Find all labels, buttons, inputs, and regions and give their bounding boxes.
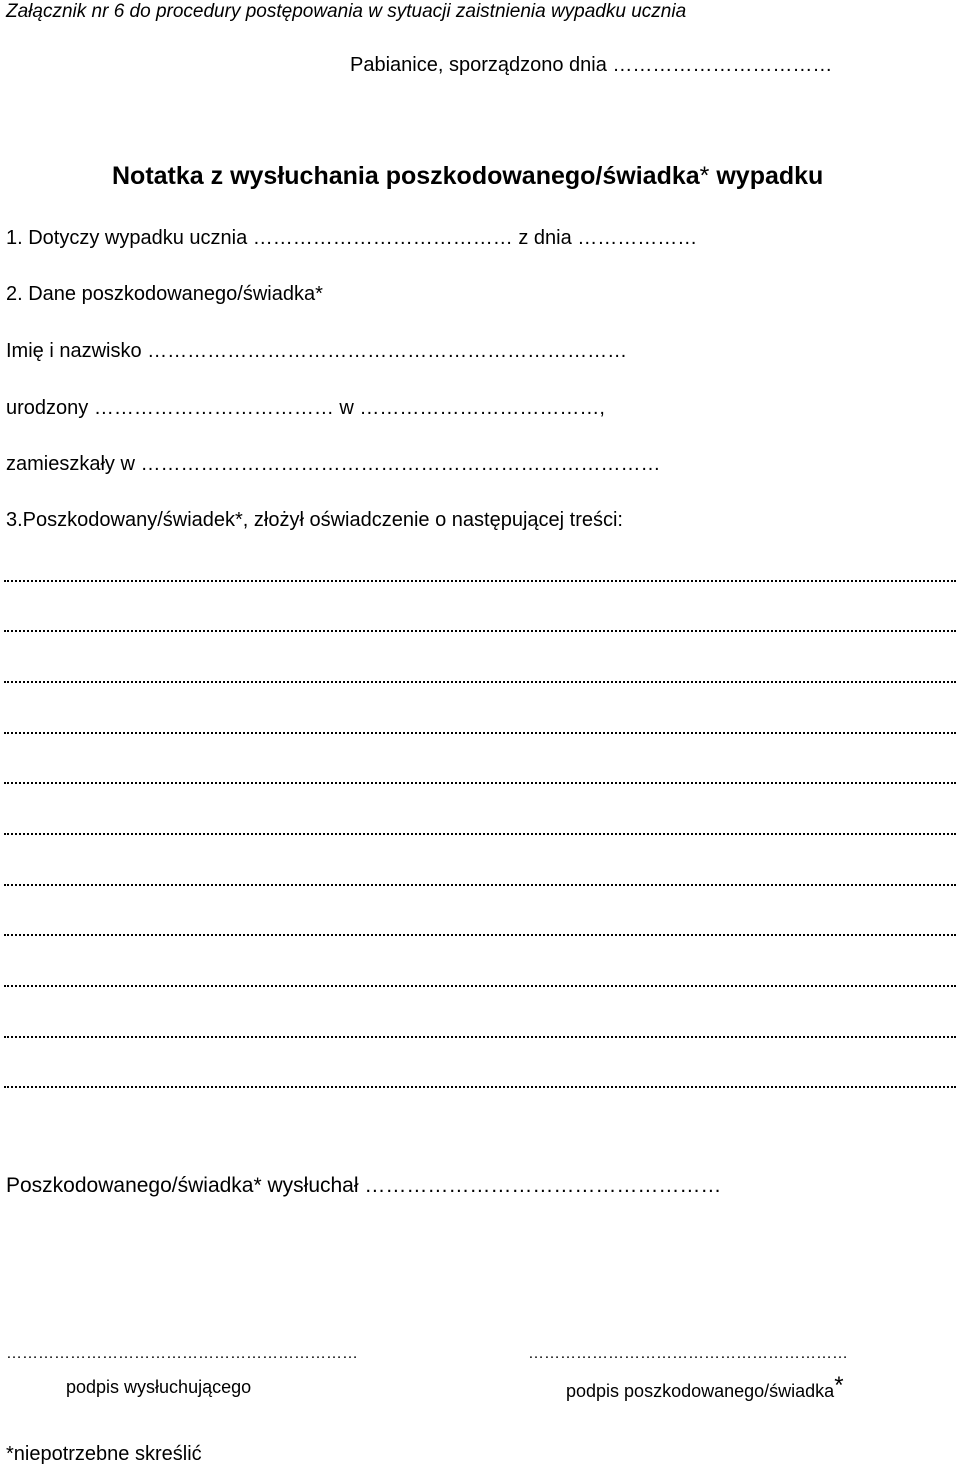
signature-left-label: podpis wysłuchującego	[66, 1377, 252, 1397]
statement-line	[4, 1086, 956, 1088]
section-2-heading: 2. Dane poszkodowanego/świadka*	[6, 283, 323, 305]
footnote: *niepotrzebne skreślić	[6, 1443, 202, 1465]
statement-line	[4, 1036, 956, 1038]
statement-line	[4, 934, 956, 936]
place-date-line: Pabianice, sporządzono dnia ……………………………	[350, 54, 833, 76]
attachment-note: Załącznik nr 6 do procedury postępowania w sytuacji zaistnienia wypadku ucznia	[6, 1, 687, 22]
signature-right-label-text: podpis poszkodowanego/świadka	[566, 1381, 835, 1401]
title-tail: wypadku	[716, 162, 824, 190]
residence-line: zamieszkały w ……………………………………………………………………	[6, 453, 661, 475]
name-line: Imię i nazwisko ………………………………………………………………	[6, 340, 628, 362]
title-main: Notatka z wysłuchania poszkodowanego/świadka	[112, 162, 700, 190]
section-3-heading: 3.Poszkodowany/świadek*, złożył oświadczenie o następującej treści:	[6, 509, 623, 531]
statement-line	[4, 985, 956, 987]
document-title	[112, 164, 823, 189]
statement-line	[4, 782, 956, 784]
statement-line	[4, 681, 956, 683]
statement-line	[4, 732, 956, 734]
statement-line	[4, 630, 956, 632]
section-1-accident-line: 1. Dotyczy wypadku ucznia ………………………………… z dnia ………………	[6, 227, 698, 249]
signature-right-label	[566, 1372, 844, 1402]
heard-by-line: Poszkodowanego/świadka* wysłuchał ……………………………………………	[6, 1174, 722, 1197]
statement-line	[4, 884, 956, 886]
born-line: urodzony ……………………………… w ………………………………,	[6, 397, 605, 419]
statement-line	[4, 580, 956, 582]
title-star: *	[699, 162, 710, 190]
statement-line	[4, 833, 956, 835]
signature-right-dots: ……………………………………………………	[528, 1345, 848, 1362]
signature-left-dots: …………………………………………………………	[6, 1345, 358, 1362]
signature-right-star: *	[834, 1372, 844, 1399]
